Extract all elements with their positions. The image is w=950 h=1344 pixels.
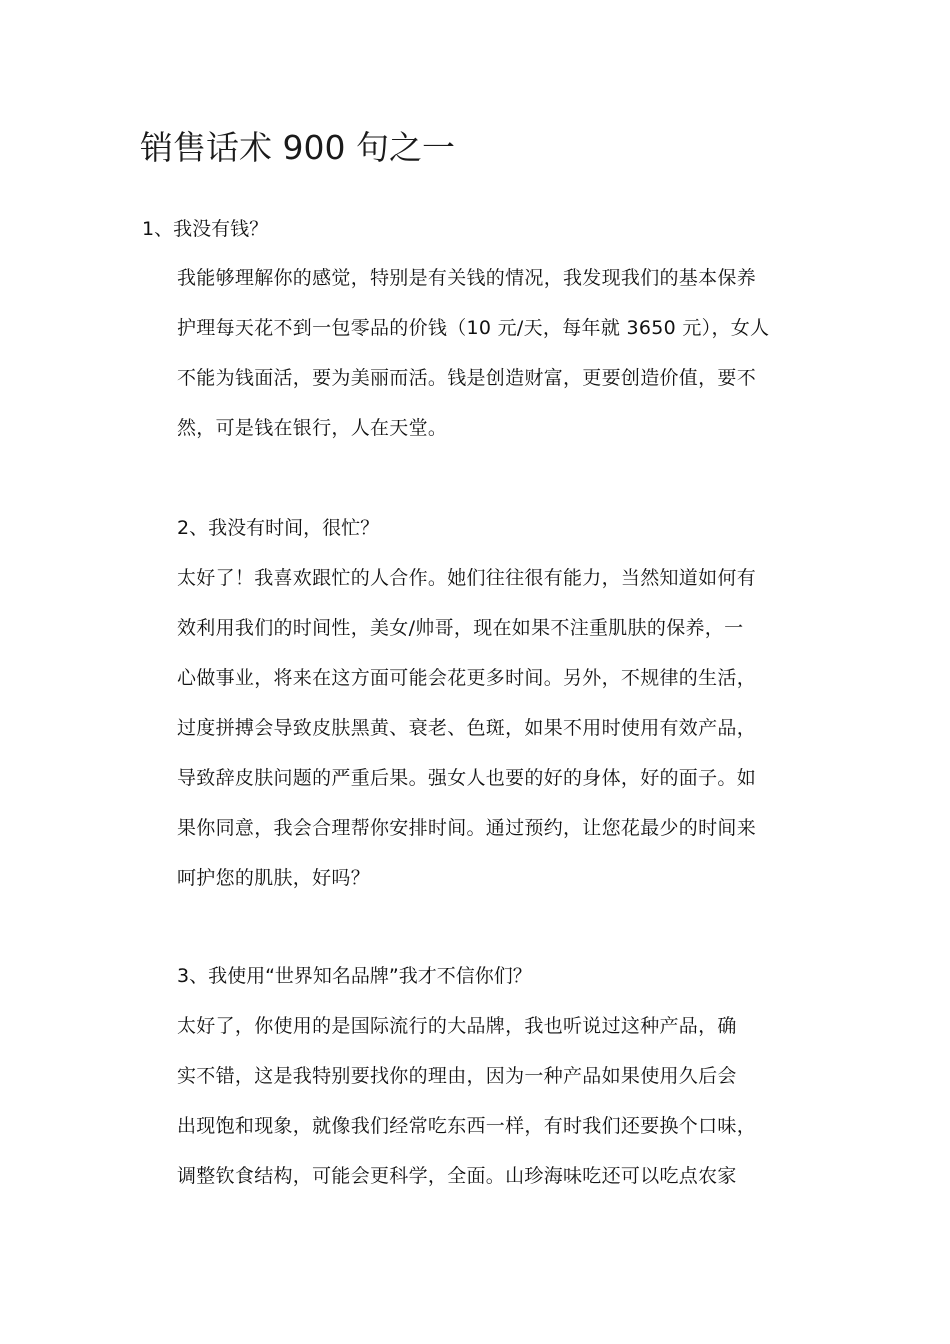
- answer-2: [177, 565, 827, 915]
- answer-line: 果你同意，我会合理帮你安排时间。通过预约，让您花最少的时间来: [177, 817, 757, 839]
- answer-line: 过度拼搏会导致皮肤黑黄、衰老、色斑，如果不用时使用有效产品，: [177, 717, 757, 739]
- answer-line: 出现饱和现象，就像我们经常吃东西一样，有时我们还要换个口味，: [177, 1115, 757, 1137]
- answer-line: 护理每天花不到一包零品的价钱（10 元/天，每年就 3650 元），女人: [177, 317, 770, 339]
- question-1: 1、我没有钱？: [142, 218, 269, 240]
- document-title: 销售话术 900 句之一: [140, 128, 455, 167]
- answer-line: 不能为钱面活，要为美丽而活。钱是创造财富，更要创造价值，要不: [177, 367, 757, 389]
- answer-line: 效利用我们的时间性，美女/帅哥，现在如果不注重肌肤的保养，一: [177, 617, 744, 639]
- answer-line: 我能够理解你的感觉，特别是有关钱的情况，我发现我们的基本保养: [177, 267, 757, 289]
- answer-line: 心做事业，将来在这方面可能会花更多时间。另外，不规律的生活，: [177, 667, 757, 689]
- answer-line: 呵护您的肌肤，好吗？: [177, 867, 371, 889]
- answer-line: 太好了，你使用的是国际流行的大品牌，我也听说过这种产品，确: [177, 1015, 737, 1037]
- question-2: 2、我没有时间，很忙？: [177, 517, 380, 539]
- answer-line: 太好了！我喜欢跟忙的人合作。她们往往很有能力，当然知道如何有: [177, 567, 757, 589]
- answer-line: 实不错，这是我特别要找你的理由，因为一种产品如果使用久后会: [177, 1065, 737, 1087]
- answer-3: [177, 1013, 827, 1213]
- answer-line: 导致辞皮肤问题的严重后果。强女人也要的好的身体，好的面子。如: [177, 767, 757, 789]
- answer-line: 然，可是钱在银行，人在天堂。: [177, 417, 448, 439]
- answer-line: 调整钦食结构，可能会更科学，全面。山珍海味吃还可以吃点农家: [177, 1165, 737, 1187]
- question-3: 3、我使用“世界知名品牌”我才不信你们？: [177, 965, 532, 987]
- answer-1: [177, 265, 827, 465]
